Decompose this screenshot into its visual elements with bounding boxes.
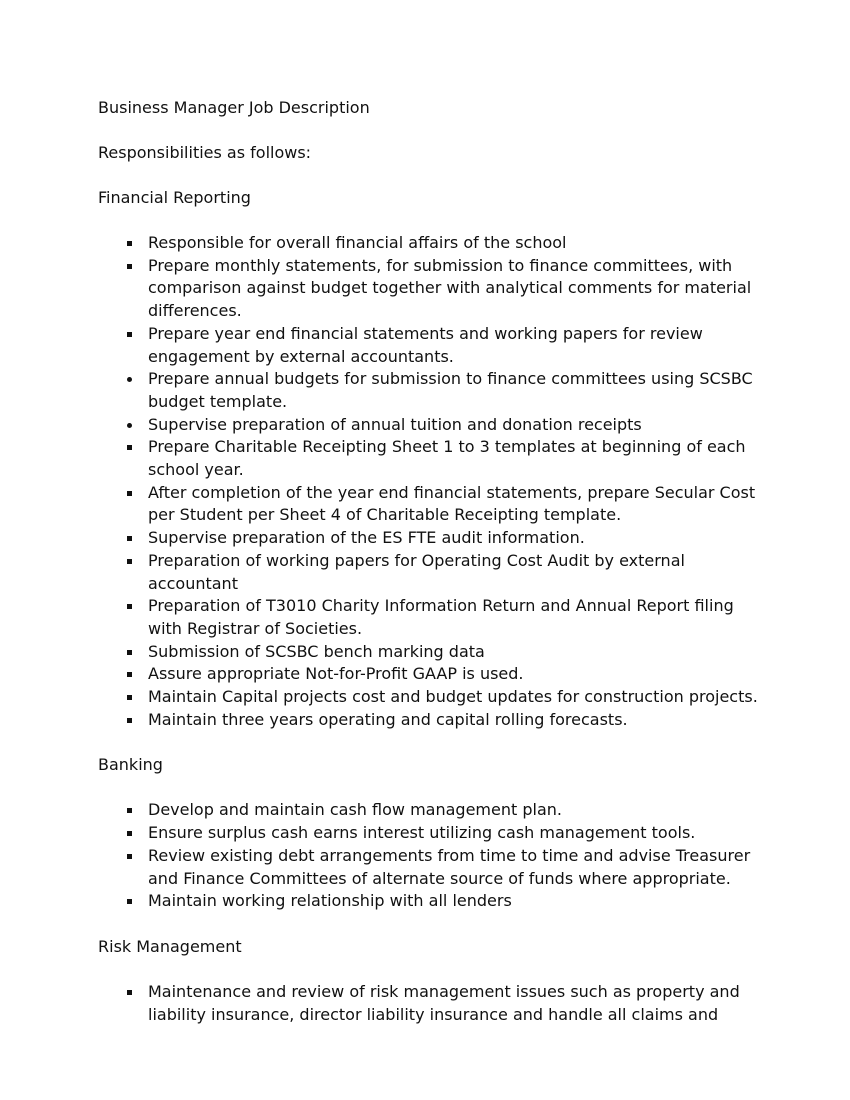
list-item [98,799,758,822]
list-item-text: Maintenance and review of risk management issues such as property and liability insurance, director liability insurance and handle all claims and [148,981,740,1024]
bullet-list [98,232,758,731]
list-item-text: Supervise preparation of annual tuition and donation receipts [148,414,642,434]
list-item-text: Submission of SCSBC bench marking data [148,641,485,661]
list-item-text: Preparation of working papers for Operating Cost Audit by external accountant [148,550,685,593]
intro-line: Responsibilities as follows: [98,143,312,162]
list-item-text: After completion of the year end financial statements, prepare Secular Cost per Student per Sheet 4 of Charitable Receipting template. [148,482,756,525]
list-item-text: Maintain working relationship with all lenders [148,891,512,911]
bullet-list [98,799,758,913]
list-item [98,845,758,890]
document-page [98,97,758,1049]
list-item-text: Responsible for overall financial affairs of the school [148,233,567,252]
list-item-text: Prepare Charitable Receipting Sheet 1 to 3 templates at beginning of each school year. [148,437,746,480]
list-item-text: Preparation of T3010 Charity Information Return and Annual Report filing with Registrar of Societies. [148,596,734,638]
list-item [98,686,758,709]
list-item-text: Assure appropriate Not-for-Profit GAAP is used. [148,664,524,684]
document-sections [98,187,758,1026]
list-item [98,255,758,323]
list-item [98,368,758,413]
list-item-text: Ensure surplus cash earns interest utilizing cash management tools. [148,823,696,843]
section-heading: Banking [98,755,163,775]
list-item [98,595,758,640]
list-item [98,663,758,686]
section-heading: Risk Management [98,936,242,956]
document-title: Business Manager Job Description [98,98,370,117]
list-item [98,436,758,481]
list-item [98,641,758,664]
list-item [98,414,758,437]
list-item [98,550,758,595]
list-item [98,527,758,550]
list-item-text: Prepare annual budgets for submission to finance committees using SCSBC budget template. [148,369,753,411]
list-item [98,981,758,1026]
bullet-list [98,981,758,1026]
list-item [98,232,758,255]
list-item-text: Supervise preparation of the ES FTE audit information. [148,528,585,548]
list-item [98,890,758,913]
list-item [98,323,758,368]
list-item [98,482,758,527]
list-item [98,822,758,845]
list-item-text: Maintain three years operating and capital rolling forecasts. [148,709,628,729]
section-heading: Financial Reporting [98,188,251,207]
list-item-text: Develop and maintain cash flow management plan. [148,800,562,820]
list-item-text: Prepare monthly statements, for submission to finance committees, with comparison against budget together with analytical comments for material differences. [148,255,752,321]
list-item-text: Review existing debt arrangements from time to time and advise Treasurer and Finance Committees of alternate source of funds where appropriate. [148,845,751,888]
list-item-text: Prepare year end financial statements and working papers for review engagement by external accountants. [148,323,703,366]
list-item [98,709,758,732]
list-item-text: Maintain Capital projects cost and budget updates for construction projects. [148,687,758,707]
